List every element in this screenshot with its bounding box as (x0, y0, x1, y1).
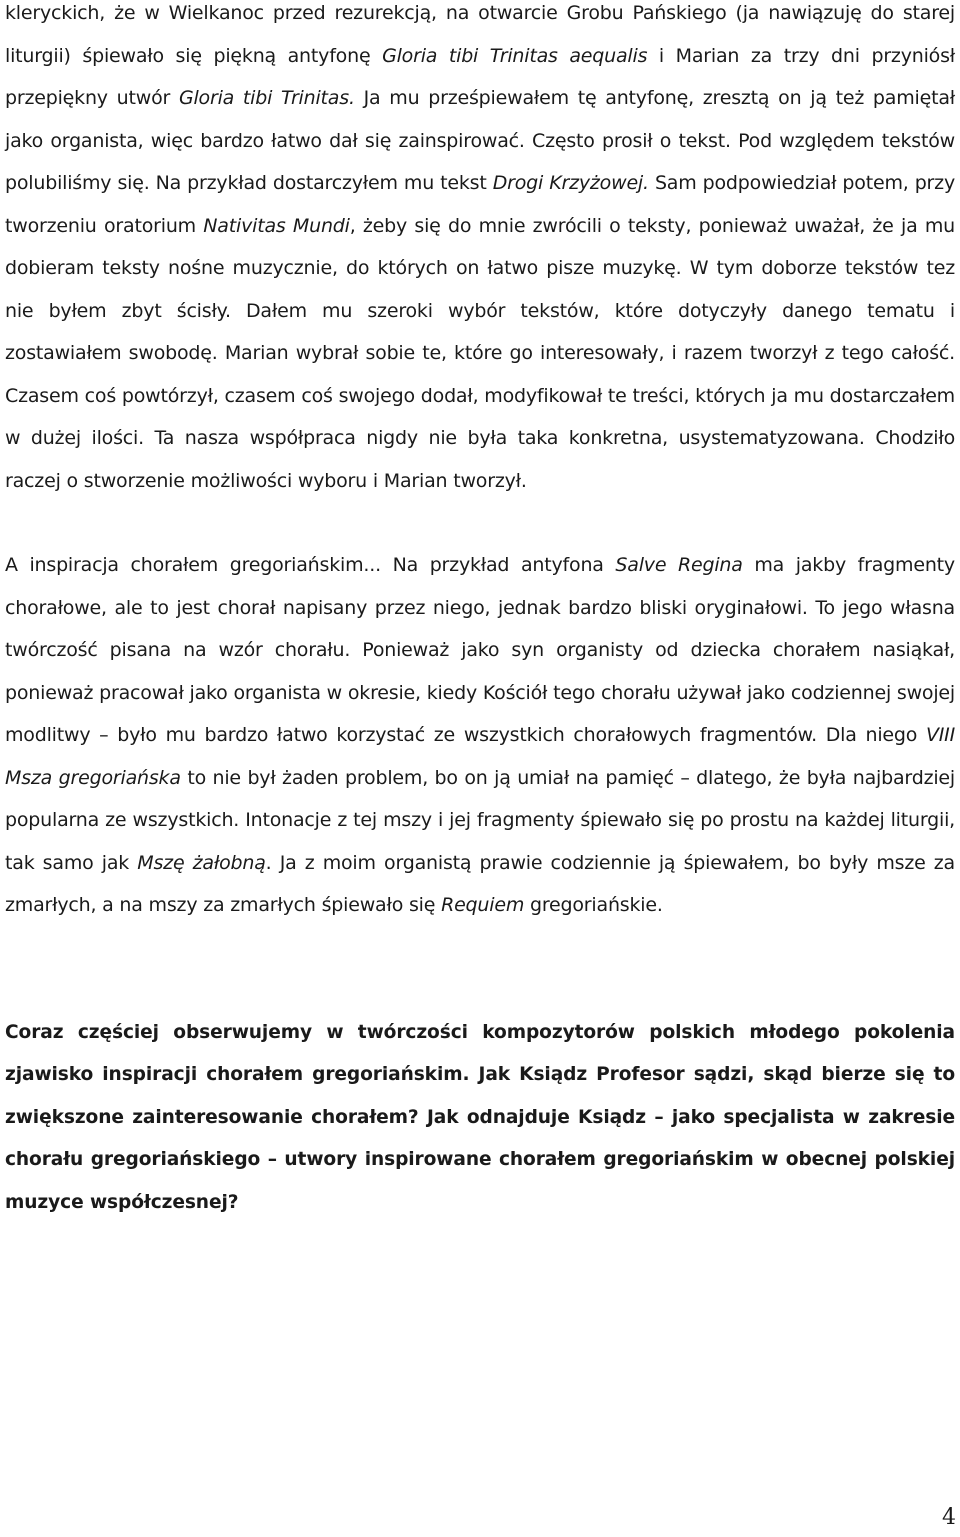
italic-title-run: Drogi Krzyżowej. (492, 172, 649, 194)
italic-title-run: Mszę żałobną (137, 851, 266, 874)
italic-title-run: VIII Msza gregoriańska (5, 724, 955, 789)
text-run: Sam podpowiedział potem, przy tworzeniu oratorium (5, 172, 955, 237)
text-run: kleryckich, że w Wielkanoc przed rezurekcją, na otwarcie Grobu Pańskiego (ja nawiązuję do starej liturgii) śpiewało się piękną antyfonę (5, 2, 955, 67)
italic-title-run: Gloria tibi Trinitas. (178, 87, 355, 109)
page-number: 4 (942, 1505, 956, 1530)
text-run: to nie był żaden problem, bo on ją umiał na pamięć – dlatego, że była najbardziej popularna ze wszystkich. Intonacje z tej mszy i jej fragmenty śpiewało się po prostu na każdej liturgii, tak samo jak (5, 766, 955, 874)
text-run: Coraz częściej obserwujemy w twórczości kompozytorów polskich młodego pokolenia zjawisko inspiracji chorałem gregoriańskim. Jak Ksiądz Profesor sądzi, skąd bierze się to zwiększone zainteresowanie chorałem? Jak odnajduje Ksiądz – jako specjalista w zakresie chorału gregoriańskiego – utwory inspirowane chorałem gregoriańskim w obecnej polskiej muzyce współczesnej? (5, 1021, 955, 1213)
interview-question (5, 1012, 955, 1225)
italic-title-run: Nativitas Mundi (203, 214, 350, 237)
text-run: . Ja z moim organistą prawie codziennie ją śpiewałem, bo były msze za zmarłych, a na mszy za zmarłych śpiewało się (5, 851, 955, 916)
text-run: i Marian za trzy dni przyniósł przepiękny utwór (5, 44, 955, 109)
italic-title-run: Salve Regina (615, 554, 743, 576)
document-page (5, 0, 955, 1224)
text-run: ma jakby fragmenty chorałowe, ale to jest chorał napisany przez niego, jednak bardzo bliski oryginałowi. To jego własna twórczość pisana na wzór chorału. Ponieważ jako syn organisty od dziecka chorałem nasiąkał, ponieważ pracował jako organista w okresie, kiedy Kościół tego chorału używał jako codziennej swojej modlitwy – było mu bardzo łatwo korzystać ze wszystkich chorałowych fragmentów. Dla niego (5, 554, 955, 746)
text-run: gregoriańskie. (524, 894, 663, 916)
text-run: Ja mu prześpiewałem tę antyfonę, zresztą on ją też pamiętał jako organista, więc bardzo łatwo dał się zainspirować. Często prosił o tekst. Pod względem tekstów polubiliśmy się. Na przykład dostarczyłem mu tekst (5, 87, 955, 194)
paragraph-gregorian-inspiration (5, 544, 955, 927)
paragraph-collaboration (5, 0, 955, 502)
text-run: , żeby się do mnie zwrócili o teksty, ponieważ uważał, że ja mu dobieram teksty nośne muzycznie, do których on łatwo pisze muzykę. W tym doborze tekstów tez nie byłem zbyt ścisły. Dałem mu szeroki wybór tekstów, które dotyczyły danego tematu i zostawiałem swobodę. Marian wybrał sobie te, które go interesowały, i razem tworzył z tego całość. Czasem coś powtórzył, czasem coś swojego dodał, modyfikował te treści, których ja mu dostarczałem w dużej ilości. Ta nasza współpraca nigdy nie była taka konkretna, usystematyzowana. Chodziło raczej o stworzenie możliwości wyboru i Marian tworzył. (5, 214, 955, 492)
italic-title-run: Gloria tibi Trinitas aequalis (382, 44, 648, 67)
italic-title-run: Requiem (441, 894, 525, 916)
text-run: A inspiracja chorałem gregoriańskim... Na przykład antyfona (5, 554, 616, 576)
